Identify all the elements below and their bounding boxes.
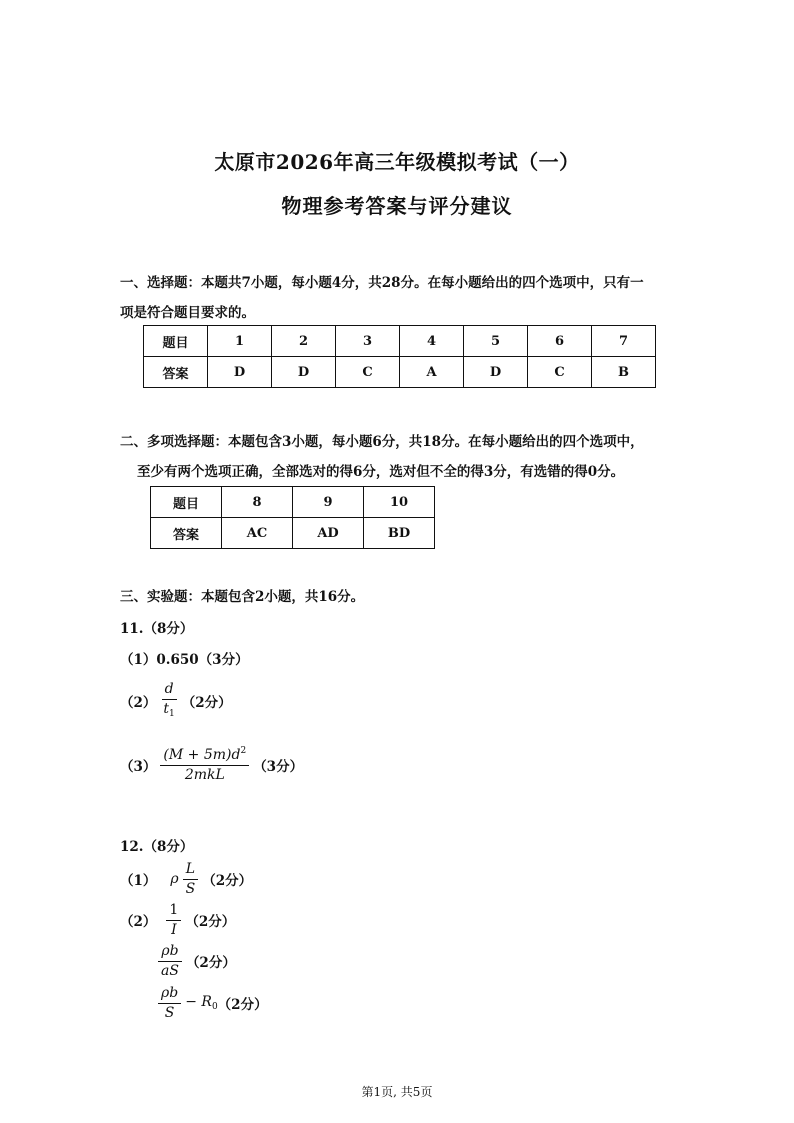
row-header-answer: 答案 [151, 518, 222, 549]
q12-part3-score: （2分） [185, 955, 236, 972]
question-number: 2 [272, 326, 336, 357]
answer-cell: AD [293, 518, 364, 549]
q12-heading: 12.（8分） [120, 839, 194, 855]
fraction-numerator: L [183, 862, 198, 880]
q12-part2-label: （2） [120, 914, 157, 931]
q12-part3 [154, 944, 236, 978]
exam-subtitle: 物理参考答案与评分建议 [281, 194, 513, 218]
answer-cell: C [336, 357, 400, 388]
q12-part1-score: （2分） [202, 873, 253, 890]
answer-cell: D [208, 357, 272, 388]
question-number: 6 [528, 326, 592, 357]
q12-part2-fraction [166, 903, 181, 937]
fraction-numerator [160, 747, 249, 766]
fraction-numerator: 1 [166, 903, 181, 921]
q12-part2 [120, 903, 235, 937]
denominator-variable: t [163, 700, 170, 717]
q11-part3-score: （3分） [253, 758, 304, 775]
answer-cell: BD [364, 518, 435, 549]
q11-part2 [120, 682, 232, 719]
section1-answer-table [143, 325, 656, 388]
question-number: 7 [592, 326, 656, 357]
answer-cell: D [272, 357, 336, 388]
section3-description: 三、实验题：本题包含2小题，共16分。 [120, 589, 365, 605]
row-header-question: 题目 [151, 487, 222, 518]
section1-description-line1: 一、选择题：本题共7小题，每小题4分，共28分。在每小题给出的四个选项中，只有一 [120, 275, 644, 291]
numerator-expression: (M + 5m)d [163, 747, 241, 763]
page-footer: 第1页, 共5页 [361, 1085, 433, 1099]
answer-cell: B [592, 357, 656, 388]
fraction-denominator: I [171, 921, 177, 938]
section2-description-line2: 至少有两个选项正确，全部选对的得6分，选对但不全的得3分，有选错的得0分。 [137, 464, 625, 480]
q12-part4 [154, 986, 268, 1020]
answer-cell: AC [222, 518, 293, 549]
answer-cell: D [464, 357, 528, 388]
minus-r-symbol: − R [185, 994, 212, 1011]
question-number: 10 [364, 487, 435, 518]
question-number: 5 [464, 326, 528, 357]
question-number: 4 [400, 326, 464, 357]
section1-description-line2: 项是符合题目要求的。 [120, 305, 255, 321]
q11-part3-label: （3） [120, 758, 157, 775]
row-header-answer: 答案 [144, 357, 208, 388]
denominator-subscript: 1 [169, 708, 175, 719]
question-number: 1 [208, 326, 272, 357]
q11-part1-answer: 0.650（3分） [156, 652, 249, 668]
numerator-superscript: 2 [240, 746, 247, 756]
q11-part2-score: （2分） [181, 694, 232, 711]
q12-part2-score: （2分） [185, 914, 236, 931]
q12-part1-label: （1） [120, 873, 157, 890]
q11-part1 [120, 648, 249, 668]
q11-part2-fraction [160, 682, 177, 719]
row-header-question: 题目 [144, 326, 208, 357]
question-number: 8 [222, 487, 293, 518]
fraction-denominator [160, 700, 177, 719]
q12-part3-fraction [158, 944, 182, 978]
fraction-numerator: d [162, 682, 177, 700]
q11-part2-label: （2） [120, 694, 157, 711]
table-row-questions [144, 326, 656, 357]
r-subscript: 0 [211, 1002, 218, 1013]
answer-cell: C [528, 357, 592, 388]
fraction-denominator: S [185, 880, 196, 897]
fraction-numerator: ρb [158, 944, 181, 962]
q12-part1-fraction [183, 862, 199, 896]
minus-r0-term [185, 994, 217, 1012]
q11-part3-fraction [160, 747, 249, 782]
exam-title: 太原市2026年高三年级模拟考试（一） [214, 150, 580, 174]
q12-part4-fraction [158, 986, 181, 1020]
table-row-answers [144, 357, 656, 388]
question-number: 3 [336, 326, 400, 357]
q12-part1 [120, 862, 252, 896]
fraction-denominator: aS [161, 962, 179, 979]
fraction-numerator: ρb [158, 986, 181, 1004]
table-row-answers [151, 518, 435, 549]
fraction-denominator: 2mkL [184, 766, 225, 783]
q11-heading: 11.（8分） [120, 621, 194, 637]
q11-part3 [120, 747, 303, 782]
question-number: 9 [293, 487, 364, 518]
rho-symbol: ρ [170, 871, 179, 888]
section2-answer-table [150, 486, 435, 549]
answer-cell: A [400, 357, 464, 388]
q11-part1-label: （1） [120, 652, 157, 668]
fraction-denominator: S [164, 1004, 175, 1021]
q12-part4-score: （2分） [217, 997, 268, 1014]
section2-description-line1: 二、多项选择题：本题包含3小题，每小题6分，共18分。在每小题给出的四个选项中， [120, 434, 644, 450]
table-row-questions [151, 487, 435, 518]
